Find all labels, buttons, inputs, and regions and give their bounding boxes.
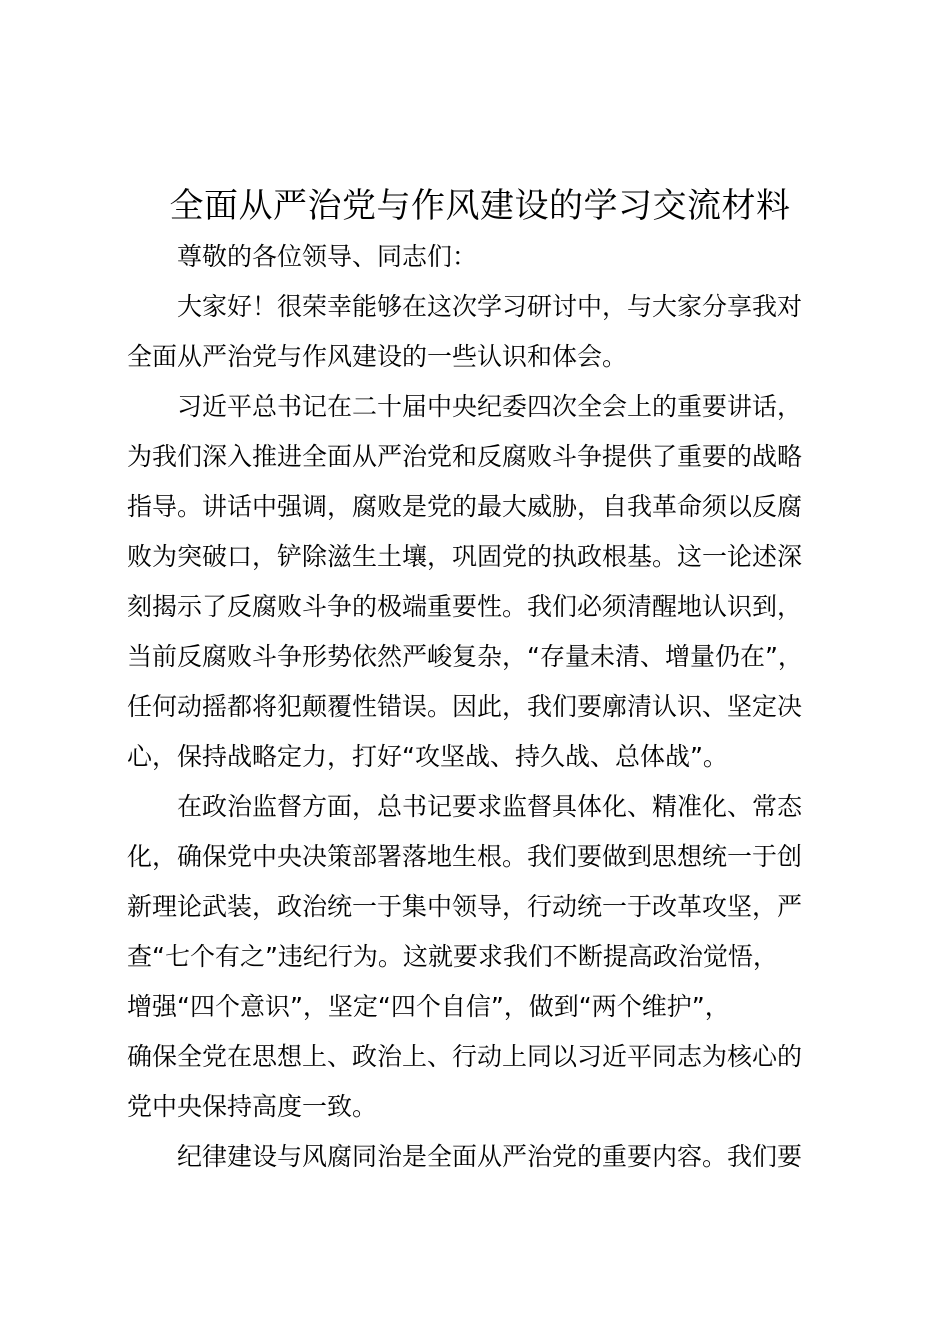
paragraph-line: 确保全党在思想上、政治上、行动上同以习近平同志为核心的 [127,1042,803,1071]
paragraph-line: 化，确保党中央决策部署落地生根。我们要做到思想统一于创 [127,842,803,871]
paragraph-line: 大家好！很荣幸能够在这次学习研讨中，与大家分享我对 [177,292,803,321]
document-title: 全面从严治党与作风建设的学习交流材料 [169,186,791,226]
paragraph-line: 习近平总书记在二十届中央纪委四次全会上的重要讲话， [177,392,803,421]
paragraph-line: 查“七个有之”违纪行为。这就要求我们不断提高政治觉悟， [127,942,778,971]
paragraph-line: 全面从严治党与作风建设的一些认识和体会。 [127,342,628,371]
paragraph-line: 指导。讲话中强调，腐败是党的最大威胁，自我革命须以反腐 [127,492,803,521]
paragraph-line: 当前反腐败斗争形势依然严峻复杂，“存量未清、增量仍在”， [127,642,803,671]
paragraph-line: 为我们深入推进全面从严治党和反腐败斗争提供了重要的战略 [127,442,803,471]
paragraph-line: 增强“四个意识”，坚定“四个自信”，做到“两个维护”， [127,992,730,1021]
paragraph-line: 党中央保持高度一致。 [127,1092,378,1121]
paragraph-line: 刻揭示了反腐败斗争的极端重要性。我们必须清醒地认识到， [127,592,803,621]
paragraph-line: 新理论武装，政治统一于集中领导，行动统一于改革攻坚，严 [127,892,803,921]
paragraph-line: 纪律建设与风腐同治是全面从严治党的重要内容。我们要 [177,1142,803,1171]
salutation-line: 尊敬的各位领导、同志们： [177,242,478,271]
paragraph-line: 败为突破口，铲除滋生土壤，巩固党的执政根基。这一论述深 [127,542,803,571]
paragraph-line: 任何动摇都将犯颠覆性错误。因此，我们要廓清认识、坚定决 [127,692,803,721]
paragraph-line: 在政治监督方面，总书记要求监督具体化、精准化、常态 [177,792,803,821]
paragraph-line: 心，保持战略定力，打好“攻坚战、持久战、总体战”。 [127,742,728,771]
document-body [127,232,835,1182]
